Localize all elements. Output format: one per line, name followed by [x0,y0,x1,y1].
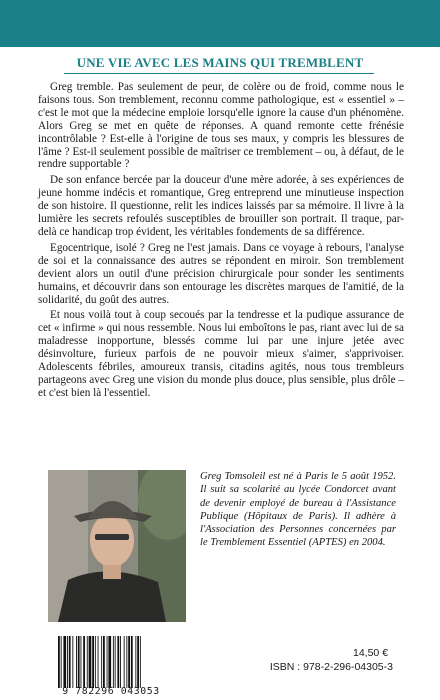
isbn: ISBN : 978-2-296-04305-3 [269,661,393,673]
barcode-bar [140,636,141,688]
barcode-bar [89,636,92,688]
barcode-bars [56,636,172,688]
back-cover-blurb [38,81,404,403]
barcode-bar [117,636,119,688]
blurb-paragraph-1: Greg tremble. Pas seulement de peur, de colère ou de froid, comme nous le faisons tous. Son tremblement, reconnu comme pathologique, est « essentiel » – c'est le mot que la médecine emploie lorsqu'elle ignore la cause d'un phénomène. Alors Greg se met en quête de réponses. A quand remonte cette frénésie incontrôlable ? Est-elle à l'origine de tous ses maux, y compris les blessures de l'âme ? Est-il seulement possible de maîtriser ce tremblement – ou, à défaut, de le rendre supportable ? [38,81,404,171]
barcode-bar [108,636,111,688]
barcode-bar [92,636,94,688]
barcode-bar [137,636,139,688]
barcode-bar [98,636,99,688]
barcode-bar [124,636,125,688]
top-color-band [0,0,440,47]
blurb-paragraph-4: Et nous voilà tout à coup secoués par la tendresse et la pudique assurance de cet « infirme » qui nous ressemble. Nous lui emboîtons le pas, riant avec lui de sa maladresse inopportune, blessés comme lui par une injure jetée avec désinvolture, furieux parfois de ne pouvoir mieux s'aimer, s'apprivoiser. Adolescents fébriles, amoureux transis, citadins agités, nous tous trembleurs partageons avec Greg une vision du monde plus douce, plus sensible, plus drôle – et c'est bien là l'essentiel. [38,309,404,399]
author-bio: Greg Tomsoleil est né à Paris le 5 août 1952. Il suit sa scolarité au lycée Condorcet avant de devenir employé de bureau à l'Assistance Publique (Hôpitaux de Paris). Il adhère à l'Association des Personnes concernées par le Tremblement Essentiel (APTES) en 2004. [200,471,396,549]
barcode-bar [101,636,102,688]
barcode-bar [126,636,127,688]
barcode-bar [95,636,96,688]
title-underline [64,73,374,74]
barcode-bar [58,636,60,688]
barcode-bar [76,636,77,688]
barcode-bar [128,636,130,688]
barcode-bar [81,636,82,688]
price: 14,50 € [353,647,389,659]
barcode-bar [67,636,68,688]
barcode-bar [61,636,62,688]
author-photo [48,470,186,622]
barcode-bar [131,636,133,688]
barcode-bar [78,636,80,688]
barcode-bar [107,636,108,688]
barcode-bar [113,636,114,688]
barcode-bar [63,636,66,688]
barcode-bar [115,636,116,688]
author-photo-image [48,470,186,622]
blurb-paragraph-2: De son enfance bercée par la douceur d'une mère adorée, à ses expériences de jeune homme indécis et romantique, Greg entreprend une minutieuse inspection de son histoire. Il questionne, relit les indices laissés par sa mémoire. Il livre à la lumière les secrets refoulés susceptibles de brouiller son portrait. Il traque, par-delà ce handicap trop évident, les véritables fondements de sa différence. [38,174,404,238]
barcode-digits: 9 782296 043053 [62,686,160,697]
barcode [48,634,174,696]
barcode-bar [87,636,88,688]
barcode-bar [69,636,71,688]
barcode-bar [135,636,136,688]
barcode-bar [103,636,105,688]
barcode-bar [72,636,73,688]
barcode-bar [120,636,121,688]
blurb-paragraph-3: Egocentrique, isolé ? Greg ne l'est jamais. Dans ce voyage à rebours, l'analyse de soi et la connaissance des autres se répondent en miroir. Son tremblement devient alors un outil d'une précision chirurgicale pour sonder les sentiments humains, et découvrir dans son entourage les discrètes marques de l'amitié, de la solidarité, du goût des autres. [38,241,404,306]
barcode-bar [83,636,85,688]
book-title: UNE VIE AVEC LES MAINS QUI TREMBLENT [76,55,364,70]
